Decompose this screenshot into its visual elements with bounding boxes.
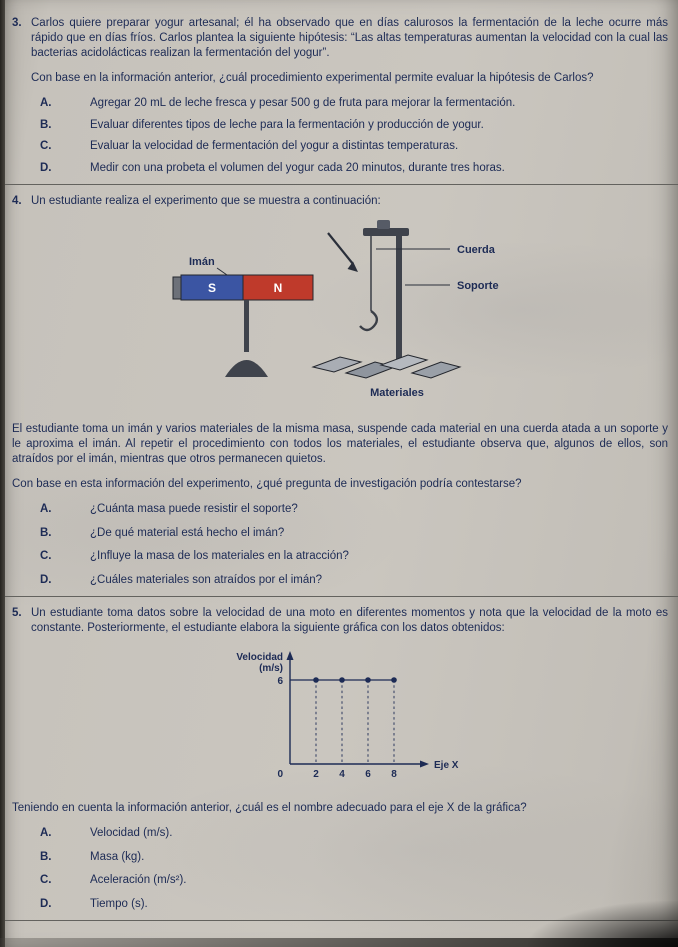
question-3-option-a — [40, 96, 668, 111]
question-3-option-d — [40, 161, 668, 176]
x-tick-label: 4 — [339, 769, 345, 780]
x-tick-label: 8 — [391, 769, 397, 780]
y-axis-arrow — [287, 651, 294, 660]
section-divider — [0, 184, 678, 185]
question-5-header — [12, 606, 668, 636]
support-stand — [363, 220, 409, 359]
option-letter: D. — [40, 897, 52, 910]
x-axis-label: Eje X — [434, 760, 459, 771]
scan-left-edge — [0, 0, 5, 947]
y-axis-label: Velocidad — [236, 652, 283, 663]
materials — [313, 355, 460, 378]
question-4-intro: Un estudiante realiza el experimento que se muestra a continuación: — [31, 195, 381, 207]
section-divider — [0, 596, 678, 597]
question-5-option-a — [40, 826, 668, 841]
question-4-option-c — [40, 549, 668, 564]
approach-arrow-icon — [328, 233, 358, 272]
experiment-figure — [165, 219, 668, 414]
x-tick-label: 0 — [277, 769, 283, 780]
option-text: ¿Cuánta masa puede resistir el soporte? — [90, 503, 298, 515]
option-letter: B. — [40, 850, 52, 863]
option-text: ¿Influye la masa de los materiales en la atracción? — [90, 550, 349, 562]
question-3-number: 3. — [12, 17, 22, 29]
data-point — [365, 677, 371, 683]
question-5-options — [12, 826, 668, 911]
option-text: Evaluar la velocidad de fermentación del yogur a distintas temperaturas. — [90, 140, 459, 152]
string — [360, 236, 377, 330]
pole-n-label: N — [273, 281, 283, 295]
question-4-prompt: Con base en esta información del experimento, ¿qué pregunta de investigación podría contestarse? — [12, 478, 522, 490]
scan-corner-shadow — [528, 901, 678, 947]
question-3-options — [12, 96, 668, 175]
option-letter: A. — [40, 827, 52, 839]
question-5-intro: Un estudiante toma datos sobre la velocidad de una moto en diferentes momentos y nota que la velocidad de la moto es constante. Posteriormente, el estudiante elabora la siguiente gráfica con los datos obtenidos: — [31, 607, 668, 634]
option-text: Agregar 20 mL de leche fresca y pesar 500 g de fruta para mejorar la fermentación. — [90, 97, 516, 109]
question-4-number: 4. — [12, 195, 22, 207]
question-4-options — [12, 502, 668, 587]
x-tick-label: 6 — [365, 769, 371, 780]
diagram-callouts — [376, 244, 499, 292]
question-3-header — [12, 16, 668, 61]
question-5-prompt: Teniendo en cuenta la información anterior, ¿cuál es el nombre adecuado para el eje X de la gráfica? — [12, 802, 527, 814]
question-4-option-a — [40, 502, 668, 517]
y-tick-label: 6 — [277, 676, 283, 687]
question-4-header — [12, 194, 668, 209]
question-5-option-b — [40, 850, 668, 865]
iman-label: Imán — [189, 256, 215, 268]
option-letter: B. — [40, 118, 52, 131]
option-letter: B. — [40, 526, 52, 539]
question-4 — [12, 194, 668, 587]
question-3-intro: Carlos quiere preparar yogur artesanal; él ha observado que en días calurosos la fermentación de la leche ocurre más rápido que en días fríos. Carlos plantea la siguiente hipótesis: “Las altas temperaturas aumentan la velocidad con la cual las bacterias acidolácticas realizan la fermentación del yogur”. — [31, 17, 668, 59]
question-5-number: 5. — [12, 607, 22, 619]
magnet — [173, 256, 313, 377]
option-letter: D. — [40, 573, 52, 586]
data-point — [339, 677, 345, 683]
question-3-prompt: Con base en la información anterior, ¿cuál procedimiento experimental permite evaluar la hipótesis de Carlos? — [31, 72, 594, 84]
option-letter: A. — [40, 503, 52, 515]
option-letter: D. — [40, 161, 52, 174]
option-letter: C. — [40, 550, 52, 562]
magnet-stand-base — [225, 360, 268, 377]
soporte-label: Soporte — [457, 280, 499, 292]
option-letter: A. — [40, 97, 52, 109]
hook — [360, 311, 377, 330]
question-3-option-b — [40, 118, 668, 133]
option-text: ¿Cuáles materiales son atraídos por el imán? — [90, 573, 323, 586]
data-point — [391, 677, 397, 683]
experiment-diagram — [165, 219, 555, 409]
question-3 — [12, 16, 668, 175]
data-point — [313, 677, 319, 683]
option-text: Velocidad (m/s). — [90, 827, 173, 839]
velocity-chart — [235, 644, 485, 786]
question-5-option-c — [40, 873, 668, 888]
option-letter: C. — [40, 874, 52, 886]
option-text: Medir con una probeta el volumen del yogur cada 20 minutos, durante tres horas. — [90, 161, 505, 174]
option-text: Evaluar diferentes tipos de leche para la fermentación y producción de yogur. — [90, 118, 484, 131]
x-axis-arrow — [420, 761, 429, 768]
question-5 — [12, 606, 668, 911]
materiales-label: Materiales — [370, 387, 424, 399]
x-tick-label: 2 — [313, 769, 319, 780]
magnet-stand-rod — [244, 300, 249, 352]
cuerda-label: Cuerda — [457, 244, 495, 256]
option-letter: C. — [40, 140, 52, 152]
question-4-description: El estudiante toma un imán y varios materiales de la misma masa, suspende cada material en una cuerda atada a un soporte y le aproxima el imán. Al repetir el procedimiento con todos los materiales, el estudiante observa que, algunos de ellos, son atraídos por el imán, mientras que otros permanecen quietos. — [12, 423, 668, 465]
pole-s-label: S — [207, 281, 217, 295]
question-4-option-b — [40, 526, 668, 541]
option-text: Masa (kg). — [90, 850, 145, 863]
option-text: Tiempo (s). — [90, 897, 148, 910]
y-axis-label: (m/s) — [259, 663, 283, 674]
option-text: ¿De qué material está hecho el imán? — [90, 526, 285, 539]
option-text: Aceleración (m/s²). — [90, 874, 187, 886]
question-4-option-d — [40, 573, 668, 588]
question-3-option-c — [40, 139, 668, 154]
velocity-chart-figure — [235, 644, 668, 791]
